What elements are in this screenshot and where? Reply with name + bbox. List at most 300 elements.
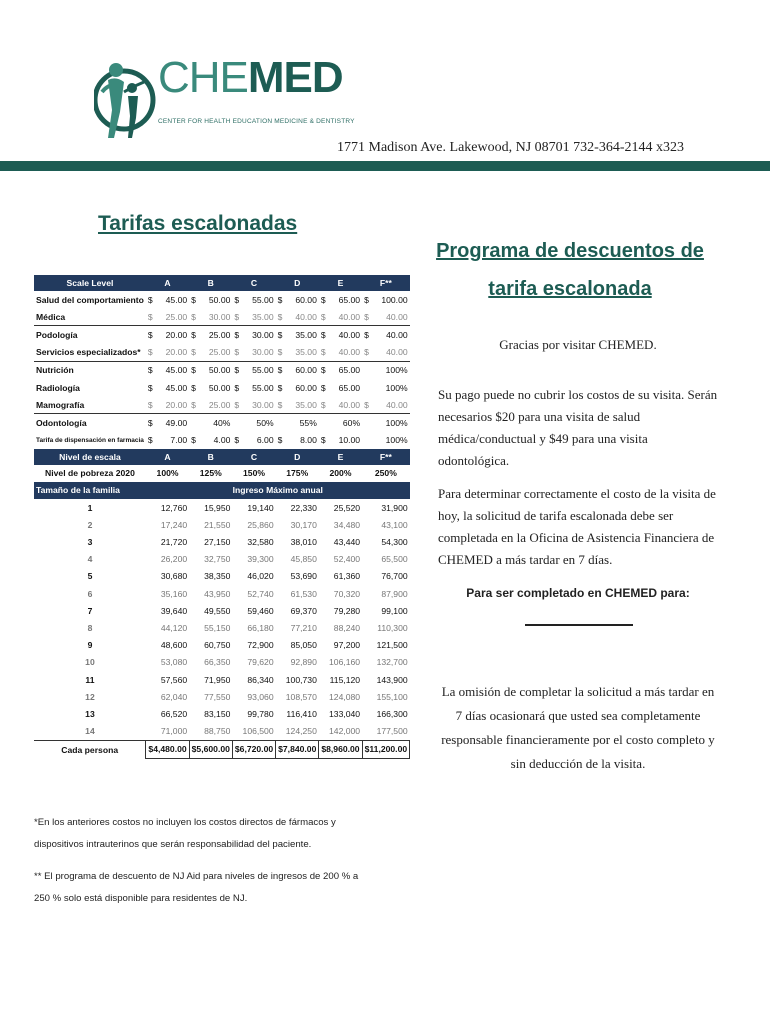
fee-percent: 100% [362,414,410,432]
fee-value [276,291,319,308]
thanks-paragraph: Gracias por visitar CHEMED. [499,337,657,352]
income-limit: 39,300 [247,554,274,565]
fee-amount: 40.00 [386,311,408,322]
family-row [34,688,410,705]
fee-amount: 6.00 [256,435,274,446]
right-title: Programa de descuentos de tarifa escalonada [436,240,704,300]
fee-value [232,432,275,449]
fee-amount: 60.00 [295,294,317,305]
poverty-value: 250% [374,468,397,479]
fee-value [319,379,362,396]
chemed-logo [94,50,355,150]
income-limit: 32,750 [204,554,231,565]
dollar-sign: $ [364,294,369,305]
income-limit: 43,950 [204,588,231,599]
income-limit: 70,320 [333,588,361,599]
level-header-row [34,449,410,465]
fee-amount: 35.00 [295,329,317,340]
income-limit: 106,500 [242,726,274,737]
income-limit: 66,350 [204,657,231,668]
family-header-row [34,482,410,499]
income-limit: 79,280 [333,605,361,616]
income-limit: 77,550 [204,691,231,702]
fee-amount: 65.00 [338,365,361,376]
dollar-sign: $ [277,399,283,410]
family-size: 13 [85,708,95,719]
dollar-sign: $ [320,435,326,446]
fee-amount: 40.00 [386,329,408,340]
income-limit: 17,240 [160,519,188,530]
fee-value [362,344,410,362]
income-limit: 88,240 [333,622,361,633]
fee-value [319,361,362,379]
logo-wordmark [158,53,343,102]
fee-value [232,361,275,379]
income-limit: 25,520 [333,502,361,513]
level-header-cell: B [189,449,232,465]
fee-amount: 45.00 [165,382,188,393]
income-limit: 34,480 [333,519,361,530]
fee-header-cell: D [276,275,319,291]
family-row [34,585,410,602]
poverty-value: 100% [156,468,179,479]
family-size: 2 [87,519,93,530]
income-limit: 27,150 [204,537,231,548]
income-limit: 110,300 [377,622,408,633]
fee-value [146,396,189,414]
fee-percent: 55% [276,414,319,432]
fee-value [189,361,232,379]
family-size: 10 [85,657,95,668]
income-limit: 54,300 [381,537,408,548]
income-limit: 48,600 [160,640,188,651]
income-limit: 108,570 [285,691,317,702]
per-person-value: $6,720.00 [232,740,275,758]
income-limit: 121,500 [376,640,408,651]
fee-row [34,344,410,362]
dollar-sign: $ [191,399,196,410]
family-size: 8 [87,622,93,633]
family-row [34,723,410,741]
dollar-sign: $ [147,294,153,305]
fee-value [362,326,410,344]
income-limit: 15,950 [204,502,231,513]
income-limit: 52,740 [247,588,274,599]
level-header-cell: E [319,449,362,465]
family-size: 4 [87,554,93,565]
income-limit: 166,300 [376,708,408,719]
dollar-sign: $ [147,435,153,446]
fee-row [34,361,410,379]
fee-row [34,291,410,308]
fee-percent: 100% [362,361,410,379]
dollar-sign: $ [364,311,369,322]
income-limit: 124,250 [285,726,317,737]
dollar-sign: $ [277,435,283,446]
fee-amount: 8.00 [300,435,317,446]
family-row [34,499,410,516]
fee-amount: 30.00 [252,347,274,358]
family-size: 6 [87,588,93,599]
income-limit: 143,900 [376,674,408,685]
warning-paragraph: La omisión de completar la solicitud a más tardar en 7 días ocasionará que usted sea completamente responsable financieramente por el costo completo y sin deducción de la visita. [441,684,715,771]
income-limit: 116,410 [286,708,317,719]
dollar-sign: $ [234,329,240,340]
income-limit: 155,100 [376,691,408,702]
per-person-value: $4,480.00 [146,740,189,758]
dollar-sign: $ [320,347,326,358]
fee-value [276,344,319,362]
dollar-sign: $ [234,347,240,358]
family-size: 7 [87,605,93,616]
income-limit: 53,690 [290,571,317,582]
income-limit: 86,340 [247,674,274,685]
family-size: 3 [87,537,93,548]
income-limit: 25,860 [247,519,274,530]
fee-value [319,326,362,344]
income-limit: 57,560 [160,674,188,685]
fee-header-row [34,275,410,291]
income-limit: 55,150 [204,622,231,633]
poverty-label: Nivel de pobreza 2020 [45,468,135,479]
left-title: Tarifas escalonadas [98,212,298,235]
fee-amount: 65.00 [338,382,361,393]
fee-amount: 35.00 [295,347,317,358]
fee-percent: 60% [319,414,362,432]
fee-amount: 40.00 [338,347,361,358]
fee-amount: 40.00 [338,399,361,410]
income-limit: 83,150 [204,708,231,719]
dollar-sign: $ [364,347,369,358]
fee-value [319,308,362,326]
fee-row-label: Nutrición [34,361,146,379]
application-paragraph: Para determinar correctamente el costo de la visita de hoy, la solicitud de tarifa escalonada debe ser completada en la Oficina de Asistencia Financiera de CHEMED a más tardar en 7 días. [438,486,716,567]
fee-row-label: Radiología [36,382,80,393]
family-row [34,705,410,722]
dollar-sign: $ [147,347,153,358]
fee-value [362,308,410,326]
dollar-sign: $ [234,382,240,393]
fee-amount: 60.00 [295,382,317,393]
income-limit: 30,170 [290,519,317,530]
dollar-sign: $ [277,382,283,393]
logo-subtitle: CENTER FOR HEALTH EDUCATION MEDICINE & DENTISTRY [158,118,355,125]
fee-value [276,396,319,414]
fee-amount: 40.00 [338,329,361,340]
income-limit: 71,000 [160,726,188,737]
income-limit: 77,210 [290,622,317,633]
fee-amount: 100.00 [381,294,408,305]
fee-value [146,432,189,449]
dollar-sign: $ [147,365,153,376]
income-limit: 21,720 [160,537,188,548]
income-limit: 88,750 [204,726,231,737]
signature-line [525,624,633,626]
income-limit: 66,180 [247,622,274,633]
fee-amount: 25.00 [208,399,231,410]
fee-value [232,291,275,308]
poverty-value: 125% [199,468,222,479]
income-limit: 46,020 [247,571,274,582]
poverty-row [34,465,410,482]
income-limit: 39,640 [160,605,188,616]
income-limit: 43,440 [333,537,361,548]
logo-word-med: MED [247,53,343,102]
income-limit: 62,040 [160,691,188,702]
fee-amount: 40.00 [295,311,317,322]
dollar-sign: $ [320,294,326,305]
income-limit: 100,730 [285,674,317,685]
fee-amount: 30.00 [252,399,274,410]
fee-row [34,432,410,449]
fee-amount: 40.00 [386,399,408,410]
fee-amount: 4.00 [213,435,231,446]
income-limit: 38,350 [204,571,231,582]
fee-percent: 50% [232,414,275,432]
fee-row [34,396,410,414]
fee-amount: 55.00 [252,382,274,393]
fee-percent: 100% [385,435,408,446]
fee-row-label: Podología [34,326,146,344]
family-row [34,516,410,533]
fee-header-cell: F** [362,275,410,291]
fee-amount: 45.00 [165,365,188,376]
fee-value [232,326,275,344]
fee-amount: 60.00 [295,365,317,376]
fee-value [232,379,275,396]
fee-value [276,361,319,379]
dollar-sign: $ [320,382,326,393]
dollar-sign: $ [320,365,326,376]
income-limit: 53,080 [160,657,188,668]
income-limit: 59,460 [247,605,274,616]
fee-value [189,432,232,449]
logo-word-che: CHE [158,53,248,102]
fee-header-cell: E [319,275,362,291]
income-limit: 43,100 [381,519,408,530]
dollar-sign: $ [277,329,283,340]
family-size: 14 [85,726,95,737]
family-figures-icon [94,52,156,148]
fee-amount: 35.00 [252,311,274,322]
family-row [34,637,410,654]
income-limit: 97,200 [333,640,361,651]
fee-value [146,361,189,379]
dollar-sign: $ [191,311,196,322]
income-limit: 132,700 [376,657,408,668]
fee-amount: 20.00 [165,329,188,340]
dollar-sign: $ [147,311,153,322]
income-limit: 32,580 [247,537,274,548]
address-line: 1771 Madison Ave. Lakewood, NJ 08701 732-364-2144 x323 [337,140,684,155]
fee-value [146,308,189,326]
income-limit: 60,750 [204,640,231,651]
fee-value [146,379,189,396]
fee-value [319,291,362,308]
income-limit: 35,160 [160,588,188,599]
income-limit: 106,160 [329,657,361,668]
footnote-2: ** El programa de descuento de NJ Aid para niveles de ingresos de 200 % a 250 % solo está disponible para residentes de NJ. [34,871,359,904]
dollar-sign: $ [147,399,153,410]
fee-row [34,414,410,432]
fee-row [34,326,410,344]
per-person-value: $8,960.00 [319,740,362,758]
income-limit: 38,010 [290,537,317,548]
payment-paragraph: Su pago puede no cubrir los costos de su visita. Serán necesarios $20 para una visita de salud médica/conductual y $49 para una visita odontológica. [438,387,718,468]
fee-amount: 25.00 [208,329,231,340]
income-limit: 133,040 [329,708,361,719]
fee-value [189,308,232,326]
fee-amount: 20.00 [165,347,188,358]
fee-value [146,344,189,362]
dollar-sign: $ [147,417,153,428]
fee-row [34,308,410,326]
income-limit: 85,050 [290,640,317,651]
fee-header-cell: Scale Level [34,275,146,291]
fee-row-label: Tarifa de dispensación en farmacia [36,436,144,444]
dollar-sign: $ [147,382,153,393]
income-limit: 12,760 [160,502,188,513]
dollar-sign: $ [364,399,369,410]
family-size: 9 [87,640,93,651]
income-limit: 22,330 [290,502,317,513]
income-limit: 45,850 [290,554,317,565]
dollar-sign: $ [191,365,196,376]
family-row [34,533,410,550]
level-header-cell: F** [362,449,410,465]
fee-value [276,432,319,449]
fee-value [146,291,189,308]
per-person-value: $11,200.00 [362,740,410,758]
income-limit: 44,120 [160,622,188,633]
income-limit: 93,060 [247,691,274,702]
income-limit: 124,080 [329,691,361,702]
dollar-sign: $ [191,382,196,393]
fee-amount: 25.00 [165,311,188,322]
income-limit: 21,550 [204,519,231,530]
dollar-sign: $ [277,365,283,376]
fee-value [276,379,319,396]
income-limit: 30,680 [160,571,188,582]
income-limit: 52,400 [333,554,361,565]
dollar-sign: $ [320,311,326,322]
income-limit: 69,370 [290,605,317,616]
level-header-cell: D [276,449,319,465]
fee-amount: 7.00 [170,435,188,446]
dollar-sign: $ [234,435,240,446]
family-size-header: Tamaño de la familia [34,482,146,499]
header-divider [0,161,770,171]
level-header-cell: A [146,449,189,465]
fee-value [319,396,362,414]
dollar-sign: $ [277,311,283,322]
fee-amount: 40.00 [338,311,361,322]
family-row [34,619,410,636]
fee-amount: 50.00 [208,382,231,393]
family-size: 12 [85,691,95,702]
per-person-row [34,740,410,758]
fee-value [362,291,410,308]
fee-value [319,432,362,449]
fee-row [34,379,410,396]
fee-amount: 49.00 [165,417,188,428]
completion-label: Para ser completado en CHEMED para: [466,586,690,600]
footnote-1: *En los anteriores costos no incluyen los costos directos de fármacos y dispositivos intrauterinos que serán responsabilidad del paciente. [34,817,336,850]
poverty-value: 175% [286,468,309,479]
fee-amount: 25.00 [208,347,231,358]
fee-value [189,344,232,362]
poverty-value: 150% [243,468,265,479]
income-limit: 87,900 [381,588,408,599]
fee-value [189,396,232,414]
fee-row-label: Odontología [34,414,146,432]
footnotes [34,812,374,920]
family-size: 11 [85,674,95,685]
income-limit: 71,950 [204,674,231,685]
income-limit: 31,900 [381,502,408,513]
fee-row-label: Mamografía [36,399,85,410]
family-row [34,568,410,585]
income-limit: 99,100 [381,605,408,616]
dollar-sign: $ [234,294,240,305]
dollar-sign: $ [277,294,283,305]
fee-amount: 65.00 [338,294,361,305]
per-person-value: $7,840.00 [276,740,319,758]
fee-row-label: Médica [36,311,66,322]
dollar-sign: $ [320,399,326,410]
fee-header-cell: B [189,275,232,291]
level-header-cell: C [232,449,275,465]
dollar-sign: $ [191,347,196,358]
fee-value [189,291,232,308]
fee-amount: 30.00 [208,311,231,322]
income-limit: 142,000 [329,726,361,737]
fee-value [362,396,410,414]
fee-amount: 50.00 [208,365,231,376]
family-row [34,602,410,619]
income-limit: 65,500 [381,554,408,565]
fee-row-label: Servicios especializados* [36,347,141,358]
dollar-sign: $ [147,329,153,340]
income-limit: 49,550 [204,605,231,616]
fee-amount: 30.00 [252,329,274,340]
family-row [34,654,410,671]
fee-header-cell: A [146,275,189,291]
income-limit: 19,140 [247,502,274,513]
dollar-sign: $ [191,435,196,446]
income-limit: 61,360 [333,571,361,582]
family-size: 1 [87,502,93,513]
fee-value [146,326,189,344]
dollar-sign: $ [364,329,369,340]
family-size: 5 [87,571,93,582]
fee-value [319,344,362,362]
fee-amount: 55.00 [252,294,274,305]
fee-value [189,326,232,344]
per-person-label: Cada persona [34,740,146,758]
dollar-sign: $ [234,399,240,410]
fee-value [232,344,275,362]
fee-percent: 40% [189,414,232,432]
income-limit: 66,520 [160,708,188,719]
fee-amount: 40.00 [386,347,408,358]
income-limit: 177,500 [376,726,408,737]
dollar-sign: $ [234,311,240,322]
per-person-value: $5,600.00 [189,740,232,758]
fee-value [232,308,275,326]
fee-amount: 45.00 [165,294,188,305]
dollar-sign: $ [191,294,196,305]
